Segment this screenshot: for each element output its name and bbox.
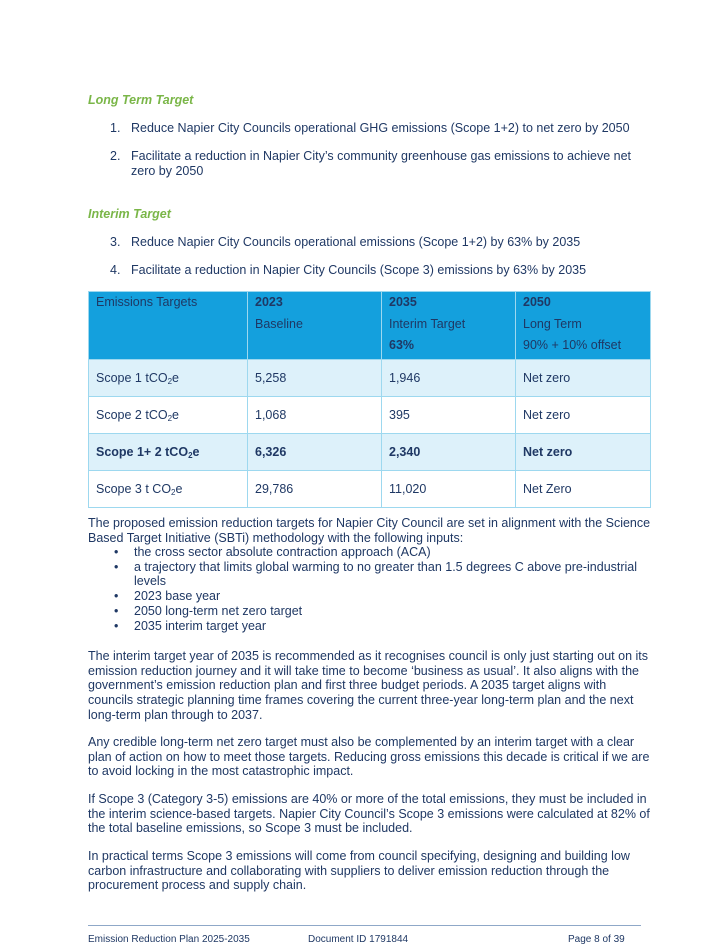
item-text: Facilitate a reduction in Napier City Councils (Scope 3) emissions by 63% by 2035 bbox=[131, 263, 587, 277]
bullet-icon: • bbox=[114, 559, 119, 574]
list-item: • a trajectory that limits global warming to no greater than 1.5 degrees C above pre-industrial levels bbox=[114, 559, 638, 589]
header-cell-2050: 2050 Long Term 90% + 10% offset bbox=[516, 292, 651, 360]
row-interim: 11,020 bbox=[382, 470, 516, 507]
footer-doc-title: Emission Reduction Plan 2025-2035 bbox=[88, 934, 250, 945]
list-item: • the cross sector absolute contraction approach (ACA) bbox=[114, 545, 431, 559]
interim-heading: Interim Target bbox=[88, 207, 171, 221]
inputs-list bbox=[88, 545, 648, 633]
table-row bbox=[89, 433, 651, 470]
intro-paragraph: The proposed emission reduction targets for Napier City Council are set in alignment with the Science Based Target Initiative (SBTi) methodology with the following inputs: bbox=[88, 516, 651, 545]
row-long-term: Net zero bbox=[516, 359, 651, 396]
bullet-icon: • bbox=[114, 545, 119, 559]
row-interim: 1,946 bbox=[382, 359, 516, 396]
bullet-icon: • bbox=[114, 618, 119, 633]
item-text: Reduce Napier City Councils operational emissions (Scope 1+2) by 63% by 2035 bbox=[131, 235, 581, 249]
row-interim: 2,340 bbox=[382, 433, 516, 470]
emissions-targets-table bbox=[88, 291, 651, 508]
table-row bbox=[89, 396, 651, 433]
item-number: 4. bbox=[110, 263, 121, 277]
footer-page-number: Page 8 of 39 bbox=[568, 934, 625, 945]
row-baseline: 1,068 bbox=[248, 396, 382, 433]
row-baseline: 6,326 bbox=[248, 433, 382, 470]
bullet-icon: • bbox=[114, 603, 119, 618]
paragraph-credible-target: Any credible long-term net zero target must also be complemented by an interim target with a clear plan of action on how to meet those targets. Reducing gross emissions this decade is critical if we are to avoid locking in the most catastrophic impact. bbox=[88, 735, 650, 779]
paragraph-practical-terms: In practical terms Scope 3 emissions will come from council specifying, designing and building low carbon infrastructure and collaborating with suppliers to deliver emission reduction through the procurement process and supply chain. bbox=[88, 849, 630, 893]
row-long-term: Net zero bbox=[516, 433, 651, 470]
row-label: Scope 1 tCO$_2$e bbox=[89, 359, 248, 396]
header-cell-2023: 2023 Baseline bbox=[248, 292, 382, 360]
list-item: • 2050 long-term net zero target bbox=[114, 603, 303, 618]
row-long-term: Net zero bbox=[516, 396, 651, 433]
row-interim: 395 bbox=[382, 396, 516, 433]
table-header-row bbox=[89, 292, 651, 360]
item-text: Reduce Napier City Councils operational GHG emissions (Scope 1+2) to net zero by 2050 bbox=[131, 121, 630, 135]
row-label: Scope 2 tCO$_2$e bbox=[89, 396, 248, 433]
list-item: • 2035 interim target year bbox=[114, 618, 267, 633]
paragraph-scope3-inclusion: If Scope 3 (Category 3-5) emissions are 40% or more of the total emissions, they must be included in the interim science-based targets. Napier City Council’s Scope 3 emissions were calculated at 82% of the total baseline emissions, so Scope 3 must be included. bbox=[88, 792, 650, 836]
footer-divider bbox=[88, 925, 641, 926]
bullet-icon: • bbox=[114, 589, 119, 604]
item-number: 2. bbox=[110, 149, 121, 163]
header-cell-2035: 2035 Interim Target 63% bbox=[382, 292, 516, 360]
table-row bbox=[89, 470, 651, 507]
item-number: 1. bbox=[110, 121, 121, 135]
item-text: Facilitate a reduction in Napier City’s community greenhouse gas emissions to achieve net zero by 2050 bbox=[131, 149, 632, 178]
row-long-term: Net Zero bbox=[516, 470, 651, 507]
row-label: Scope 3 t $CO_2e$ bbox=[89, 470, 248, 507]
item-number: 3. bbox=[110, 235, 121, 249]
table-row bbox=[89, 359, 651, 396]
header-cell-targets: Emissions Targets bbox=[89, 292, 248, 360]
footer-doc-id: Document ID 1791844 bbox=[308, 934, 409, 945]
row-baseline: 5,258 bbox=[248, 359, 382, 396]
list-item: • 2023 base year bbox=[114, 589, 221, 604]
long-term-heading: Long Term Target bbox=[88, 93, 194, 107]
row-label: Scope 1+ 2 tCO$_2$e bbox=[89, 433, 248, 470]
paragraph-interim-year: The interim target year of 2035 is recommended as it recognises council is only just starting out on its emission reduction journey and it will take time to become ‘business as usual’. It also aligns with the government’s emission reduction plan and first three budget periods. A 2035 target aligns with councils strategic planning time frames covering the current three-year long-term plan and the next long-term plan through to 2037. bbox=[88, 649, 648, 722]
row-baseline: 29,786 bbox=[248, 470, 382, 507]
